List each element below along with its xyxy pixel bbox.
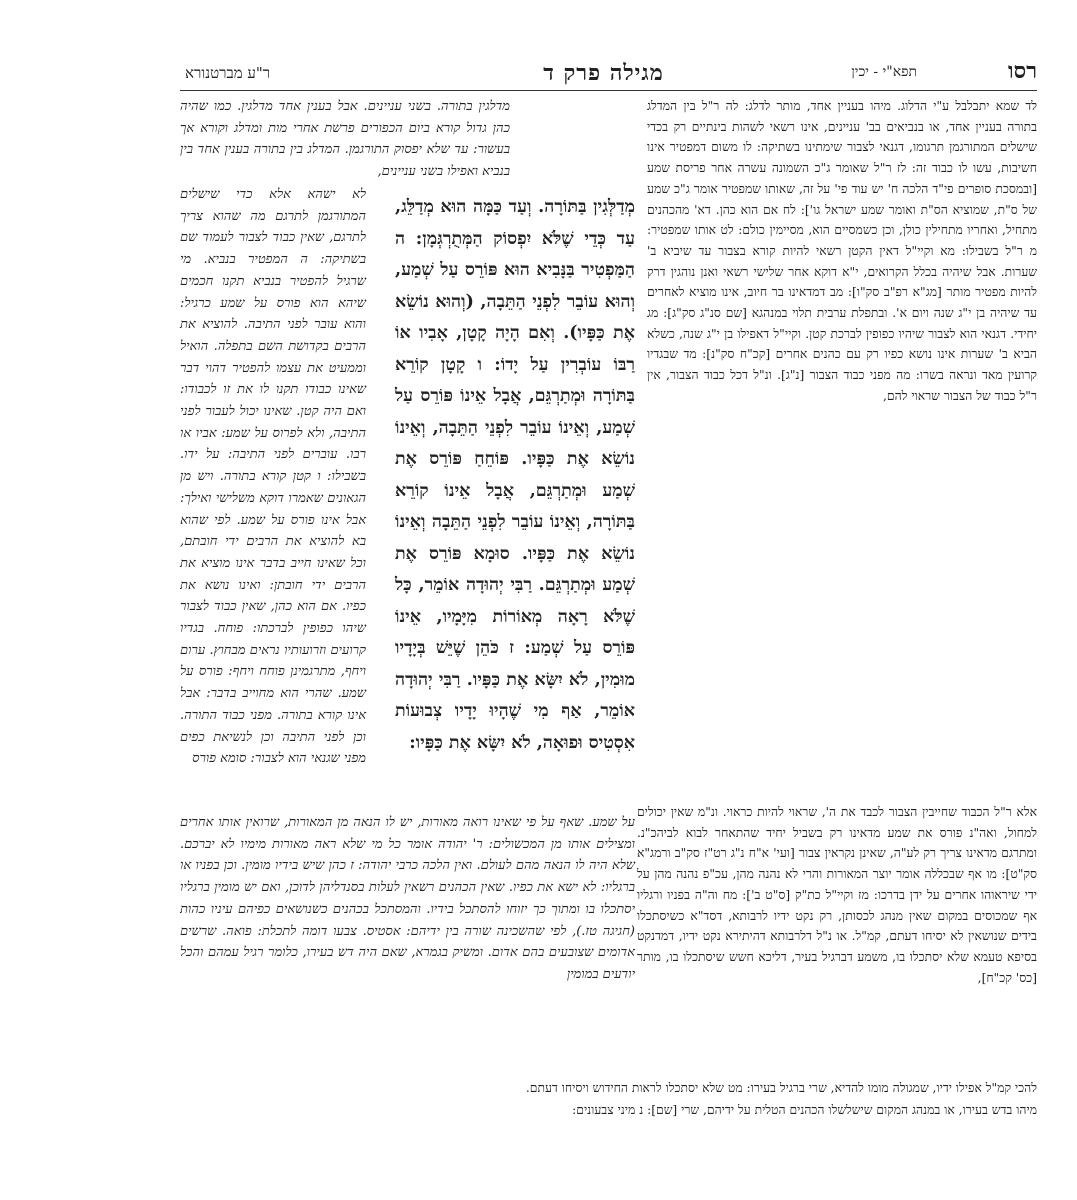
footnote-line-1: להכי קמ"ל אפילו ידיו, שמגולה מומו להדיא, שרי ברגיל בעירו: מט שלא יסתכלו לראות החידוש ויסיחו דעתם. [525, 1081, 1037, 1095]
page-number: רסו [1008, 58, 1037, 84]
tiferet-text: לד שמא יתבלבל ע"י הדלוג. מיהו בעניין אחד, מותר לדלג: לה ר"ל בין המדלג בתורה בעניין אחד, או בנביאים בב' עניינים, אינו רשאי לשהות בינתיים רק בכדי שישלים המתורגמן תרגומו, דגנאי לצבור שימתינו בשתיקה: לו משום דמפטיר אינו חשיבות, עשו לו כבוד זה: לז ר"ל שאומר ג"כ השמונה עשרה אחר פריסת שמע [ובמסכת סופרים פי"ד הלכה ח' יש עוד פי' על זה, שאותו שמפטיר אומר ג"כ שמע של ס"ת, שמוציא הס"ת ואומר שמע ישראל גו']: לח אם הוא כהן. דא' מהכהנים מתחיל, ואחריו מתחילין כולן, וכן כשמסיים הוא, מסיימין כולם: לט אותו שמפטיר: מ ר"ל בשבילו: מא וקיי"ל דאין הקטן רשאי להיות קורא בצבור עד שיביא ב' שערות. אבל שיהיה בכלל הקרואים, י"א דוקא אחר שלישי רשאי ואנן נוהגין דרק להיות מפטיר מותר [מג"א רפ"ב סק"ו]: מב דמדאינו בר חיוב, אינו מוציא לאחרים עד שיהיה בן י"ג שנה ויום א'. ובתפלת ערבית תלוי במנהגא [שם סנ"ג סק"ג]: מג יחידי. דגנאי הוא לצבור שיהיו כפופין לברכת קטן. וקיי"ל דאפילו בן י"ג שנה, כשלא הביא ב' שערות אינו נושא כפיו רק עם כהנים אחרים [קכ"ח סק"נ]: מד שבגדיו קרועין מאד ונראה בשרו: מה מפני כבוד הצבור [נ"ג]. ונ"ל דכל כבוד הצבור, אין ר"ל כבוד של הצבור שראוי להם, [647, 99, 1037, 403]
header-rule [180, 90, 1037, 91]
page-title: מגילה פרק ד [543, 60, 664, 86]
bartenura-side-column [180, 184, 366, 806]
tiferet-lower-text: אלא ר"ל הכבוד שחייבין הצבור לכבד את ה', שראוי להיות כראוי. ונ"מ שאין יכולים למחול, ואה"נ פורס את שמע מדאינו רק בשביל יחיד שהתאחר לבוא לביהכ"נ. ומתרגם מדאינו צריך רק לע"ה, שאינן נקראין צבור [ועי' א"ח נ"ג רט"ז סק"ב ורמג"א סק"ט]: מו אף שבכללה אומר יוצר המאורות והרי לא נהנה מהן, עכ"פ נהנה מהן על ידי שיראוהו אחרים על ידן בדרכו: מז וקיי"ל כת"ק [ס"ט ב']: מח וה"ה בפניו ורגליו אף שמכוסים במקום שאין מנהג לכסותן, רק נקט ידיו לרבותא, דסד"א כשיסתכלו בידים שנושאין לא יסיחו דעתם, קמ"ל. או נ"ל דלרבותא דהיתירא נקט ידיו, דמדנקט בסיפא טעמא שלא יסתכלו בו, משמע דברגיל בעיר, דליכא חשש שיסתכלו בו, מותר [כס' קכ"ח], [637, 805, 1037, 985]
commentary-name: ר"ע מברטנורא [185, 64, 271, 82]
tiferet-side-column [825, 192, 1037, 802]
footnote-line-2: מיהו בדש בעירו, או במנהג המקום שישלשלו הכהנים הטלית על ידיהם, שרי [שם]: נ מיני צבעונים: [572, 1103, 1037, 1117]
tiferet-lower-block [637, 802, 1037, 1074]
mishna-text: מְדַלְּגִין בַּתּוֹרָה. וְעַד כַּמָּה הוּא מְדַלֵּג, עַד כְּדֵי שֶׁלֹּא יִפְסוֹק הַמְּתֻרְגְּמָן: ה הַמַּפְטִיר בַּנָּבִיא הוּא פּוֹרֵס עַל שְׁמַע, וְהוּא עוֹבֵר לִפְנֵי הַתֵּבָה, (וְהוּא נוֹשֵׂא אֶת כַּפָּיו). וְאִם הָיָה קָטָן, אָבִיו אוֹ רַבּוֹ עוֹבְרִין עַל יָדוֹ: ו קָטָן קוֹרֵא בַּתּוֹרָה וּמְתַרְגֵּם, אֲבָל אֵינוֹ פּוֹרֵס עַל שְׁמַע, וְאֵינוֹ עוֹבֵר לִפְנֵי הַתֵּבָה, וְאֵינוֹ נוֹשֵׂא אֶת כַּפָּיו. פּוֹחֵחַ פּוֹרֵס אֶת שְׁמַע וּמְתַרְגֵּם, אֲבָל אֵינוֹ קוֹרֵא בַּתּוֹרָה, וְאֵינוֹ עוֹבֵר לִפְנֵי הַתֵּבָה וְאֵינוֹ נוֹשֵׂא אֶת כַּפָּיו. סוּמָא פּוֹרֵס אֶת שְׁמַע וּמְתַרְגֵּם. רַבִּי יְהוּדָה אוֹמֵר, כָּל שֶׁלֹּא רָאָה מְאוֹרוֹת מִיָּמָיו, אֵינוֹ פּוֹרֵס עַל שְׁמַע: ז כֹּהֵן שֶׁיֵּשׁ בְּיָדָיו מוּמִין, לֹא יִשָּׂא אֶת כַּפָּיו. רַבִּי יְהוּדָה אוֹמֵר, אַף מִי שֶׁהָיוּ יָדָיו צְבוּעוֹת אִסְטִיס וּפוּאָה, לֹא יִשָּׂא אֶת כַּפָּיו: [395, 197, 635, 753]
mishna-column [395, 192, 635, 804]
page-header [170, 58, 1037, 90]
bartenura-wide-block [180, 812, 635, 1098]
bartenura-side-text: לא ישהא אלא כדי שישלים המתורגמן לתרגם מה שהוא צריך לתרגם, שאין כבוד לצבור לעמוד שם בשתיקה: ה המפטיר בנביא. מי שרגיל להפטיר בנביא תקנו חכמים שיהא הוא פורס על שמע כרגיל: והוא עובר לפני התיבה. להוציא את הרבים בקדושת השם בתפלה. הואיל וממעיט את עצמו להפטיר דהוי דבר שאינו כבודו תקנו לו את זו לכבודו: ואם היה קטן. שאינו יכול לעבור לפני התיבה, ולא לפרוס על שמע: אביו או רבו. עוברים לפני התיבה: על ידו. בשבילו: ו קטן קורא בתורה. ויש מן הגאונים שאמרו דוקא משלישי ואילך: אבל אינו פורס על שמע. לפי שהוא בא להוציא את הרבים ידי חובתם, וכל שאינו חייב בדבר אינו מוציא את הרבים ידי חובתן: ואינו נושא את כפיו. אם הוא כהן, שאין כבוד לצבור שיהו כפופין לברכתו: פוחח. בגדיו קרועים וזרועותיו נראים מבחוץ. ערום ויחף, מתרגמינן פוחח ויחף: פורס על שמע. שהרי הוא מחוייב בדבר: אבל אינו קורא בתורה. מפני כבוד התורה. וכן לפני התיבה וכן לנשיאת כפים מפני שגנאי הוא לצבור: סומא פורס [180, 187, 366, 767]
bartenura-top [180, 96, 510, 184]
bartenura-wide-text: על שמע. שאף על פי שאינו רואה מאורות, יש לו הנאה מן המאורות, שרואין אותו אחרים ומצילים אותו מן המכשולים: ר' יהודה אומר כל מי שלא ראה מאורות מימיו לא יברכם. שלא היה לו הנאה מהם לעולם. ואין הלכה כרבי יהודה: ז כהן שיש בידיו מומין. וכן בפניו או ברגליו: לא ישא את כפיו. שאין הכהנים רשאין לעלות בסנדליהן לדוכן, ואם יש מומין ברגליו יסתכלו בו ומתוך כך יזוחו להסתכל בידיו. והמסתכל בכהנים כשנושאים כפיהם עיניו כהות (חגיגה טז.), לפי שהשכינה שורה בין ידיהם: אסטיס. צבעו דומה לתכלת: פואה. שרשים אדומים שצובעים בהם אדום. ומשיק בגמרא, שאם היה דש בעירו, כלומר רגיל עמהם והכל יודעים במומין [180, 815, 635, 982]
bartenura-top-text: מדלגין בתורה. בשני עניינים. אבל בענין אחד מדלגין. כמו שהיה כהן גדול קורא ביום הכפורים פרשת אחרי מות ומדלג וקורא אך בעשור: עד שלא יפסוק התורגמן. המדלג בין בתורה בענין אחד בין בנביא ואפילו בשני עניינים, [180, 99, 510, 180]
running-range: תפא"י - יכין [851, 64, 917, 80]
